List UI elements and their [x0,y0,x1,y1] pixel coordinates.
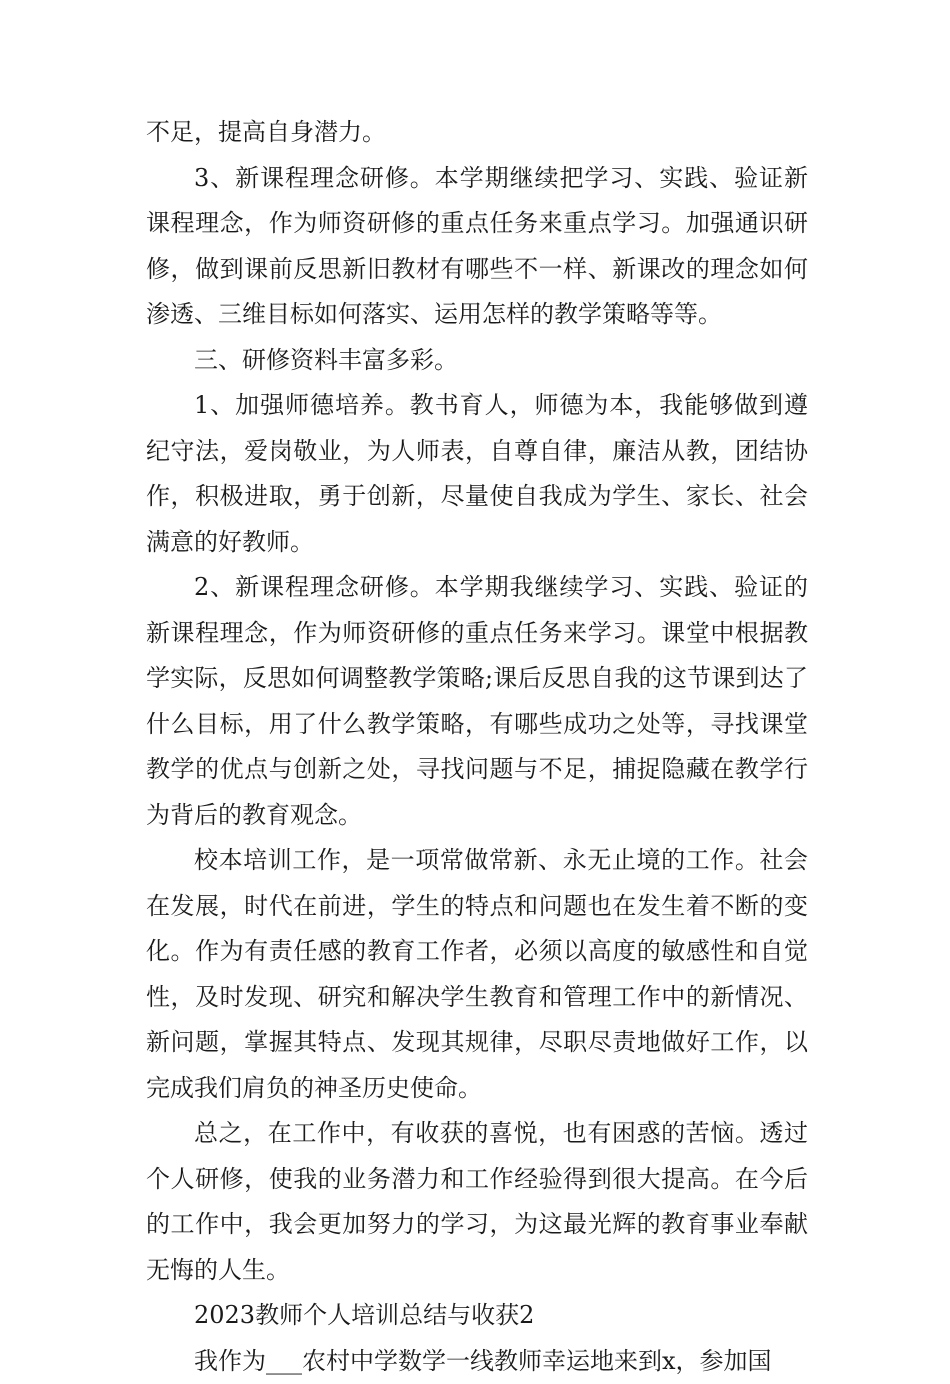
paragraph-new-curriculum-study: 3、新课程理念研修。本学期继续把学习、实践、验证新课程理念，作为师资研修的重点任务来重点学习。加强通识研修，做到课前反思新旧教材有哪些不一样、新课改的理念如何渗透、三维目标如何落实、运用怎样的教学策略等等。 [146,156,808,338]
document-body [146,110,808,1384]
paragraph-curriculum-reflection: 2、新课程理念研修。本学期我继续学习、实践、验证的新课程理念，作为师资研修的重点任务来学习。课堂中根据教学实际，反思如何调整教学策略;课后反思自我的这节课到达了什么目标，用了什么教学策略，有哪些成功之处等，寻找课堂教学的优点与创新之处，寻找问题与不足，捕捉隐藏在教学行为背后的教育观念。 [146,565,808,838]
paragraph-teacher-ethics: 1、加强师德培养。教书育人，师德为本，我能够做到遵纪守法，爱岗敬业，为人师表，自尊自律，廉洁从教，团结协作，积极进取，勇于创新，尽量使自我成为学生、家长、社会满意的好教师。 [146,383,808,565]
paragraph-summary-2-intro: 我作为___农村中学数学一线教师幸运地来到x，参加国 [146,1339,808,1384]
paragraph-continuation: 不足，提高自身潜力。 [146,110,808,156]
paragraph-conclusion: 总之，在工作中，有收获的喜悦，也有困惑的苦恼。透过个人研修，使我的业务潜力和工作经验得到很大提高。在今后的工作中，我会更加努力的学习，为这最光辉的教育事业奉献无悔的人生。 [146,1111,808,1293]
section-title-summary-2: 2023教师个人培训总结与收获2 [146,1293,808,1339]
paragraph-school-training: 校本培训工作，是一项常做常新、永无止境的工作。社会在发展，时代在前进，学生的特点和问题也在发生着不断的变化。作为有责任感的教育工作者，必须以高度的敏感性和自觉性，及时发现、研究和解决学生教育和管理工作中的新情况、新问题，掌握其特点、发现其规律，尽职尽责地做好工作，以完成我们肩负的神圣历史使命。 [146,838,808,1111]
section-heading-research-content: 三、研修资料丰富多彩。 [146,338,808,384]
